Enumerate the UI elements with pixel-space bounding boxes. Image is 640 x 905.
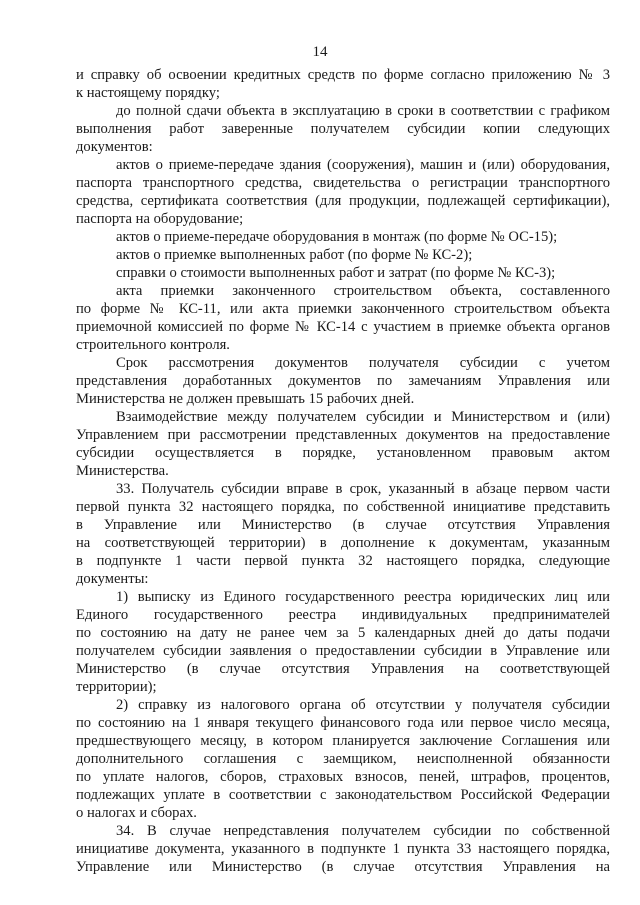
- text-line: паспорта транспортного средства, свидетельства о регистрации транспортного: [76, 175, 610, 191]
- text-line: 33. Получатель субсидии вправе в срок, указанный в абзаце первом части: [116, 481, 610, 497]
- text-line: средства, сертификата соответствия (для продукции, подлежащей сертификации),: [76, 193, 610, 209]
- text-line: актов о приеме-передаче оборудования в монтаж (по форме № ОС-15);: [116, 229, 558, 245]
- text-line: дополнительного соглашения с заемщиком, неисполненной обязанности: [76, 751, 610, 767]
- text-line: первой пункта 32 настоящего порядка, по собственной инициативе представить: [76, 499, 610, 515]
- text-line: Управлением при рассмотрении представленных документов на предоставление: [76, 427, 610, 443]
- text-line: до полной сдачи объекта в эксплуатацию в сроки в соответствии с графиком: [116, 103, 610, 119]
- text-line: акта приемки законченного строительством объекта, составленного: [116, 283, 610, 299]
- text-line: Министерство (в случае отсутствия Управления на соответствующей: [76, 661, 610, 677]
- text-line: документы:: [76, 571, 149, 587]
- text-line: Взаимодействие между получателем субсидии и Министерством и (или): [116, 409, 610, 425]
- text-line: 34. В случае непредставления получателем субсидии по собственной: [116, 823, 610, 839]
- text-line: субсидии осуществляется в порядке, установленном правовым актом: [76, 445, 610, 461]
- text-line: паспорта на оборудование;: [76, 211, 244, 227]
- text-line: справки о стоимости выполненных работ и затрат (по форме № КС-3);: [116, 265, 556, 281]
- text-line: приемочной комиссией по форме № КС-14 с участием в приемке объекта органов: [76, 319, 610, 335]
- text-line: по форме № КС-11, или акта приемки законченного строительством объекта: [76, 301, 610, 317]
- text-line: документов:: [76, 139, 153, 155]
- text-line: актов о приеме-передаче здания (сооружения), машин и (или) оборудования,: [116, 157, 610, 173]
- page-number: 14: [312, 44, 328, 60]
- text-line: получателем субсидии заявления о предоставлении субсидии в Управление или: [76, 643, 610, 659]
- text-line: Единого государственного реестра индивидуальных предпринимателей: [76, 607, 610, 623]
- text-line: инициативе документа, указанного в подпункте 1 пункта 33 настоящего порядка,: [76, 841, 610, 857]
- text-line: по состоянию на 1 января текущего финансового года или первое число месяца,: [76, 715, 610, 731]
- text-line: по состоянию на дату не ранее чем за 5 календарных дней до даты подачи: [76, 625, 610, 641]
- text-line: Управление или Министерство (в случае отсутствия Управления на: [76, 859, 610, 875]
- text-line: предшествующего месяцу, в котором планируется заключение Соглашения или: [76, 733, 610, 749]
- text-line: строительного контроля.: [76, 337, 230, 353]
- body-text: [76, 66, 610, 876]
- text-line: в подпункте 1 части первой пункта 32 настоящего порядка, следующие: [76, 553, 610, 569]
- text-line: в Управление или Министерство (в случае отсутствия Управления: [76, 517, 610, 533]
- text-line: Министерства не должен превышать 15 рабочих дней.: [76, 391, 415, 407]
- text-line: 1) выписку из Единого государственного реестра юридических лиц или: [116, 589, 610, 605]
- text-line: к настоящему порядку;: [76, 85, 220, 101]
- text-line: выполнения работ заверенные получателем субсидии копии следующих: [76, 121, 610, 137]
- text-line: о налогах и сборах.: [76, 805, 197, 821]
- text-line: представления доработанных документов по замечаниям Управления или: [76, 373, 610, 389]
- text-line: 2) справку из налогового органа об отсутствии у получателя субсидии: [116, 697, 610, 713]
- text-line: на соответствующей территории) в дополнение к документам, указанным: [76, 535, 610, 551]
- text-line: и справку об освоении кредитных средств по форме согласно приложению № 3: [76, 67, 610, 83]
- text-line: Министерства.: [76, 463, 169, 479]
- text-line: по уплате налогов, сборов, страховых взносов, пеней, штрафов, процентов,: [76, 769, 610, 785]
- text-line: Срок рассмотрения документов получателя субсидии с учетом: [116, 355, 610, 371]
- text-line: территории);: [76, 679, 157, 695]
- text-line: подлежащих уплате в соответствии с законодательством Российской Федерации: [76, 787, 610, 803]
- text-line: актов о приемке выполненных работ (по форме № КС-2);: [116, 247, 473, 263]
